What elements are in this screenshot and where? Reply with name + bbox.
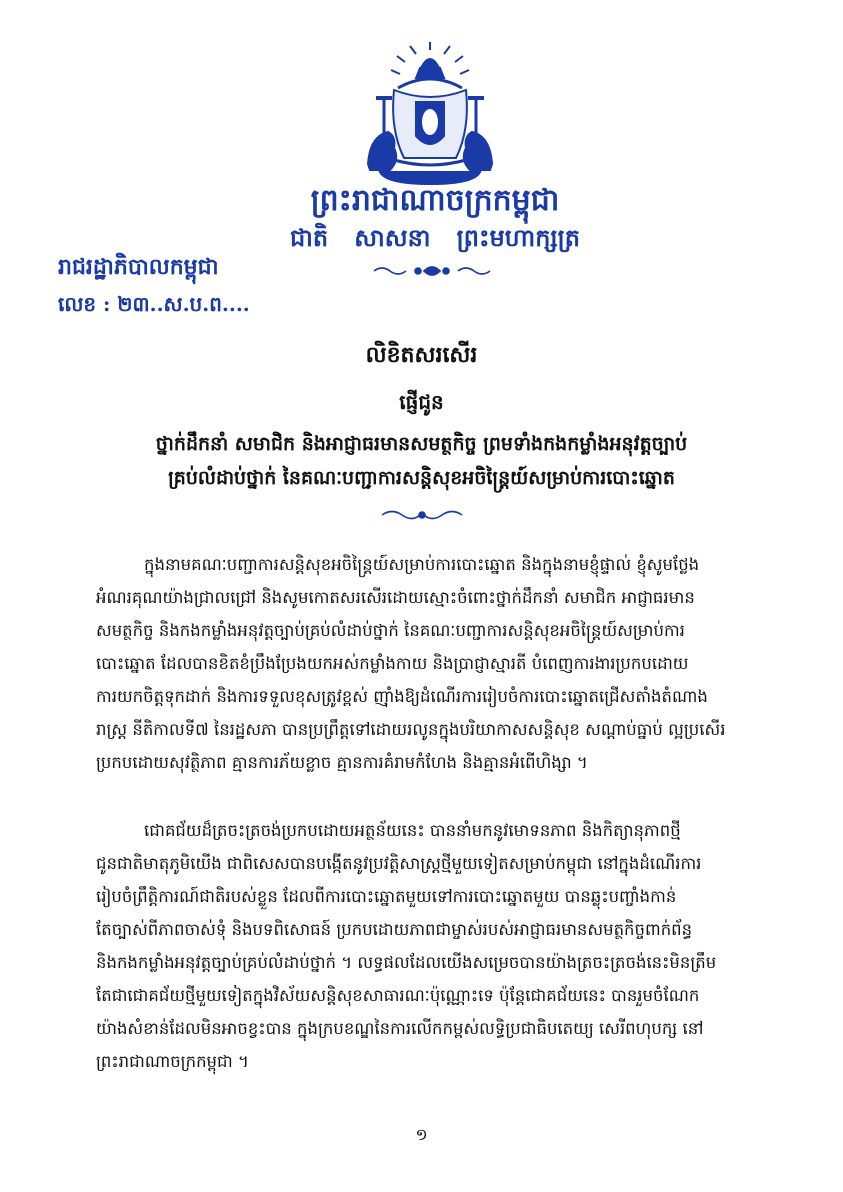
paragraph-line: ប្រកបដោយសុវត្ថិភាព គ្មានការភ័យខ្លាច គ្មានការគំរាមកំហែង និងគ្មានអំពើហិង្សា ។ — [96, 753, 588, 772]
motto-religion: សាសនា — [354, 223, 431, 252]
motto-nation: ជាតិ — [290, 223, 329, 252]
decorative-flourish-icon — [380, 506, 464, 524]
paragraph-line: ជូនជាតិមាតុភូមិយើង ជាពិសេសបានបង្កើតនូវប្រវត្តិសាស្ត្រថ្មីមួយទៀតសម្រាប់កម្ពុជា នៅក្នុងដំណើរការ — [96, 854, 702, 873]
recipient-line-2: គ្រប់លំដាប់ថ្នាក់ នៃគណៈបញ្ជាការសន្តិសុខអចិន្ត្រៃយ៍សម្រាប់ការបោះឆ្នោត — [168, 467, 675, 489]
reference-number: លេខ : ២៣..ស.ប.ព.... — [58, 292, 250, 316]
document-subtitle: ផ្ញើជូន — [399, 390, 444, 414]
paragraph-line: យ៉ាងសំខាន់ដែលមិនអាចខ្វះបាន ក្នុងក្របខណ្ឌនៃការលើកកម្ពស់លទ្ធិប្រជាធិបតេយ្យ សេរីពហុបក្ស នៅ — [96, 1019, 704, 1038]
paragraph-line: សមត្ថកិច្ច និងកងកម្លាំងអនុវត្តច្បាប់គ្រប់លំដាប់ថ្នាក់ នៃគណៈបញ្ជាការសន្តិសុខអចិន្ត្រៃយ៍សម្រាប់ការ — [96, 621, 685, 640]
kingdom-heading: ព្រះរាជាណាចក្រកម្ពុជា — [310, 183, 560, 218]
paragraph-line: ក្នុងនាមគណៈបញ្ជាការសន្តិសុខអចិន្ត្រៃយ៍សម្រាប់ការបោះឆ្នោត និងក្នុងនាមខ្ញុំផ្ទាល់ ខ្ញុំសូមថ្លែង — [144, 555, 700, 574]
recipient-line-1: ថ្នាក់ដឹកនាំ សមាជិក និងអាជ្ញាធរមានសមត្ថកិច្ច ព្រមទាំងកងកម្លាំងអនុវត្តច្បាប់ — [155, 433, 688, 455]
paragraph-line: បោះឆ្នោត ដែលបានខិតខំប្រឹងប្រែងយកអស់កម្លាំងកាយ និងប្រាជ្ញាស្មារតី បំពេញការងារប្រកបដោយ — [96, 654, 689, 673]
body-paragraph-2 — [96, 814, 786, 1078]
page-number: ១ — [415, 1125, 428, 1144]
paragraph-line: តែច្បាស់ពីភាពចាស់ទុំ និងបទពិសោធន៍ ប្រកបដោយភាពជាម្ចាស់របស់អាជ្ញាធរមានសមត្ថកិច្ចពាក់ព័ន្ធ — [96, 920, 693, 939]
document-title: លិខិតសរសើរ — [365, 342, 478, 368]
paragraph-line: អំណរគុណយ៉ាងជ្រាលជ្រៅ និងសូមកោតសរសើរដោយស្មោះចំពោះថ្នាក់ដឹកនាំ សមាជិក អាជ្ញាធរមាន — [96, 588, 695, 607]
paragraph-line: ព្រះរាជាណាចក្រកម្ពុជា ។ — [96, 1052, 249, 1071]
paragraph-line: រៀបចំព្រឹត្តិការណ៍ជាតិរបស់ខ្លួន ដែលពីការបោះឆ្នោតមួយទៅការបោះឆ្នោតមួយ បានឆ្លុះបញ្ចាំងកាន់ — [96, 887, 677, 906]
paragraph-line: តែជាជោគជ័យថ្មីមួយទៀតក្នុងវិស័យសន្តិសុខសាធារណៈប៉ុណ្ណោះទេ ប៉ុន្តែជោគជ័យនេះ បានរួមចំណែក — [96, 986, 700, 1005]
decorative-flourish-icon — [372, 262, 492, 280]
body-paragraph-1 — [96, 548, 786, 779]
paragraph-line: រាស្ត្រ នីតិកាលទី៧ នៃរដ្ឋសភា បានប្រព្រឹត្តទៅដោយរលូនក្នុងបរិយាកាសសន្តិសុខ សណ្តាប់ធ្នាប់ ល្អប្រសើរ — [96, 720, 726, 739]
paragraph-line: ការយកចិត្តទុកដាក់ និងការទទួលខុសត្រូវខ្ពស់ ញ៉ាំងឱ្យដំណើរការរៀបចំការបោះឆ្នោតជ្រើសតាំងតំណាង — [96, 687, 708, 706]
issuing-authority: រាជរដ្ឋាភិបាលកម្ពុជា — [58, 254, 219, 280]
paragraph-line: និងកងកម្លាំងអនុវត្តច្បាប់គ្រប់លំដាប់ថ្នាក់ ។ លទ្ធផលដែលយើងសម្រេចបានយ៉ាងត្រចះត្រចង់នេះមិនត្រឹម — [96, 953, 717, 972]
motto-king: ព្រះមហាក្សត្រ — [456, 223, 580, 252]
paragraph-line: ជោគជ័យដ៏ត្រចះត្រចង់ប្រកបដោយអត្ថន័យនេះ បាននាំមកនូវមោទនភាព និងកិត្យានុភាពថ្មី — [144, 821, 681, 840]
royal-coat-of-arms-icon — [360, 40, 500, 188]
national-motto — [290, 222, 580, 254]
